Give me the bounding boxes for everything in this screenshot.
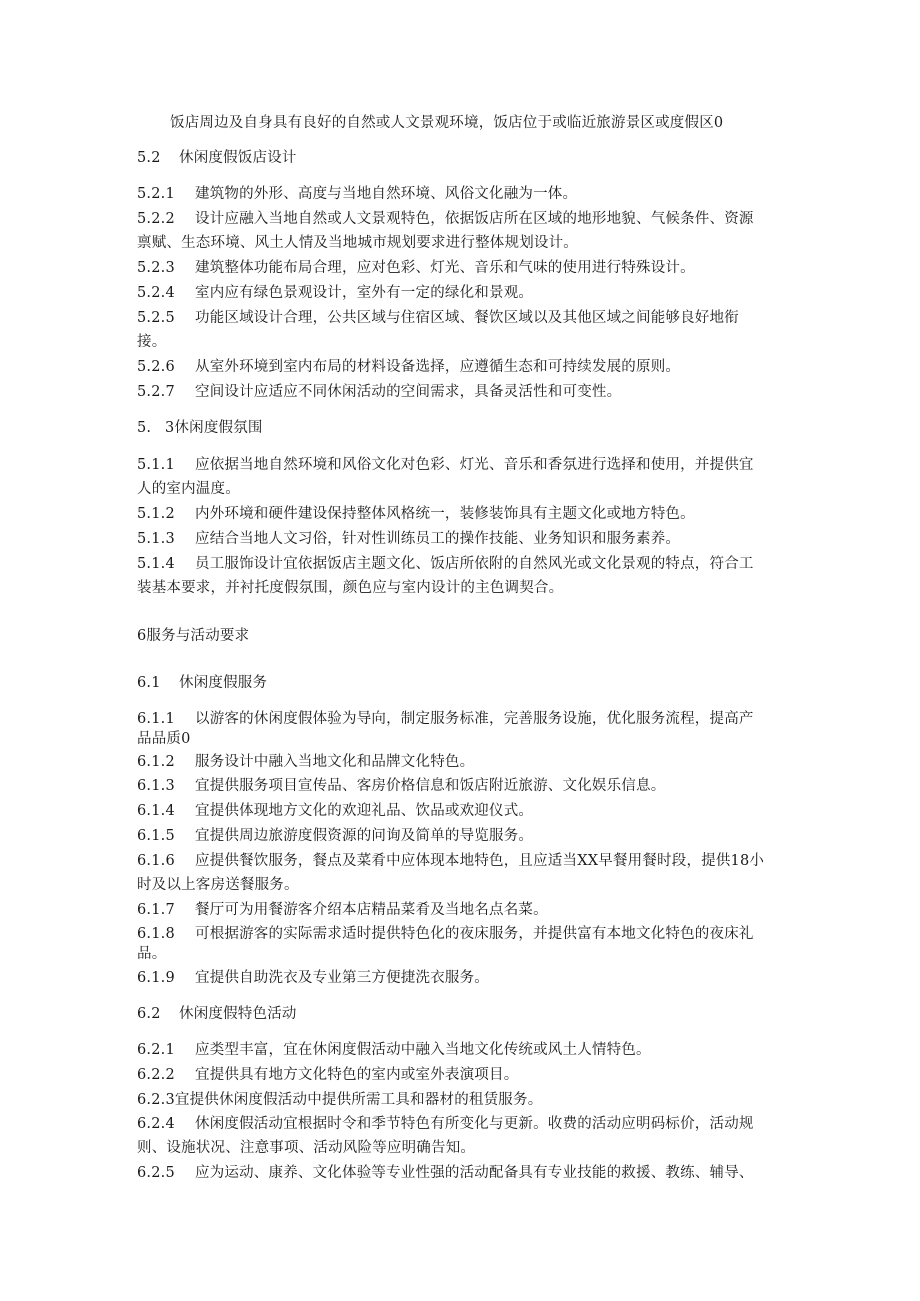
section-number: 6.1: [137, 675, 161, 691]
clause-number: 5.1.4: [137, 556, 175, 572]
clause-number: 5.2.2: [137, 211, 175, 227]
clause-6-2-5: [137, 1163, 787, 1183]
clause-number: 6.1.7: [137, 902, 175, 918]
section-heading-6-1: [137, 673, 787, 693]
clause-text: 服务设计中融入当地文化和品牌文化特色。: [195, 754, 475, 770]
clause-6-2-3: 6.2.3宜提供休闲度假活动中提供所需工具和器材的租赁服务。: [137, 1092, 543, 1108]
clause-continuation: 禀赋、生态环境、风土人情及当地城市规划要求进行整体规划设计。: [137, 235, 578, 251]
intro-paragraph: 饭店周边及自身具有良好的自然或人文景观环境，饭店位于或临近旅游景区或度假区0: [170, 115, 724, 131]
clause-continuation: 接。: [137, 334, 167, 350]
clause-6-2-1: [137, 1040, 787, 1060]
clause-number: 5.2.5: [137, 310, 175, 326]
clause-text: 设计应融入当地自然或人文景观特色，依据饭店所在区域的地形地貌、气候条件、资源: [195, 211, 754, 227]
clause-text: 应提供餐饮服务，餐点及菜肴中应体现本地特色，且应适当XX早餐用餐时段，提供18小: [195, 853, 765, 869]
clause-text: 以游客的休闲度假体验为导向，制定服务标准，完善服务设施，优化服务流程，提高产: [195, 711, 754, 727]
clause-6-1-1: [137, 709, 787, 729]
clause-number: 5.2.7: [137, 384, 175, 400]
section-number: 5.2: [137, 150, 161, 166]
clause-text: 建筑物的外形、高度与当地自然环境、风俗文化融为一体。: [195, 186, 578, 202]
clause-6-2-4: [137, 1114, 787, 1134]
clause-6-2-2: [137, 1065, 787, 1085]
clause-text: 休闲度假活动宜根据时令和季节特色有所变化与更新。收费的活动应明码标价，活动规: [195, 1116, 754, 1132]
clause-number: 5.1.2: [137, 506, 175, 522]
clause-number: 6.1.6: [137, 853, 175, 869]
clause-number: 6.1.4: [137, 803, 175, 819]
clause-5-2-1: [137, 184, 787, 204]
clause-text: 功能区域设计合理，公共区域与住宿区域、餐饮区域以及其他区域之间能够良好地衔: [195, 310, 739, 326]
clause-text: 可根据游客的实际需求适时提供特色化的夜床服务，并提供富有本地文化特色的夜床礼: [195, 926, 754, 942]
clause-number: 6.1.1: [137, 711, 175, 727]
clause-number: 5.2.4: [137, 285, 175, 301]
clause-5-1-1: [137, 455, 787, 475]
section-title: 3休闲度假氛围: [165, 420, 263, 436]
clause-continuation: 人的室内温度。: [137, 481, 240, 497]
clause-text: 宜提供具有地方文化特色的室内或室外表演项目。: [195, 1067, 519, 1083]
section-heading-5-3: [137, 418, 787, 438]
section-number: 5.: [137, 420, 152, 436]
clause-text: 应依据当地自然环境和风俗文化对色彩、灯光、音乐和香氛进行选择和使用，并提供宜: [195, 457, 754, 473]
clause-continuation: 时及以上客房送餐服务。: [137, 877, 299, 893]
clause-6-1-7: [137, 900, 787, 920]
clause-number: 5.1.3: [137, 531, 175, 547]
section-title: 休闲度假服务: [179, 675, 268, 691]
section-heading-6-2: [137, 1004, 787, 1024]
clause-text: 宜提供周边旅游度假资源的问询及简单的导览服务。: [195, 828, 534, 844]
clause-continuation: 品。: [137, 946, 167, 962]
clause-text: 员工服饰设计宜依据饭店主题文化、饭店所依附的自然风光或文化景观的特点，符合工: [195, 556, 754, 572]
section-heading-5-2: [137, 148, 787, 168]
clause-number: 6.2.4: [137, 1116, 175, 1132]
clause-text: 宜提供体现地方文化的欢迎礼品、饮品或欢迎仪式。: [195, 803, 534, 819]
clause-5-1-3: [137, 529, 787, 549]
clause-text: 宜提供自助洗衣及专业第三方便捷洗衣服务。: [195, 970, 489, 986]
clause-5-1-4: [137, 554, 787, 574]
chapter-title-6: 6服务与活动要求: [137, 628, 250, 644]
clause-5-2-5: [137, 308, 787, 328]
clause-6-1-4: [137, 801, 787, 821]
section-number: 6.2: [137, 1006, 161, 1022]
clause-text: 空间设计应适应不同休闲活动的空间需求，具备灵活性和可变性。: [195, 384, 622, 400]
clause-number: 6.1.9: [137, 970, 175, 986]
clause-continuation: 则、设施状况、注意事项、活动风险等应明确告知。: [137, 1140, 476, 1156]
clause-6-1-5: [137, 826, 787, 846]
clause-5-2-3: [137, 258, 787, 278]
clause-number: 6.1.3: [137, 778, 175, 794]
clause-5-1-2: [137, 504, 787, 524]
clause-number: 5.2.3: [137, 260, 175, 276]
clause-5-2-7: [137, 382, 787, 402]
clause-6-1-3: [137, 776, 787, 796]
section-title: 休闲度假特色活动: [179, 1006, 297, 1022]
clause-6-1-6: [137, 851, 787, 871]
clause-5-2-4: [137, 283, 787, 303]
clause-continuation: 装基本要求，并衬托度假氛围，颜色应与室内设计的主色调契合。: [137, 580, 564, 596]
clause-6-1-2: [137, 752, 787, 772]
clause-text: 餐厅可为用餐游客介绍本店精品菜肴及当地名点名菜。: [195, 902, 548, 918]
clause-number: 5.2.1: [137, 186, 175, 202]
clause-6-1-8: [137, 924, 787, 944]
clause-number: 6.1.8: [137, 926, 175, 942]
clause-text: 应类型丰富，宜在休闲度假活动中融入当地文化传统或风土人情特色。: [195, 1042, 651, 1058]
clause-continuation: 品品质0: [137, 731, 191, 747]
clause-5-2-2: [137, 209, 787, 229]
clause-number: 6.2.2: [137, 1067, 175, 1083]
clause-number: 6.1.2: [137, 754, 175, 770]
clause-6-1-9: [137, 968, 787, 988]
clause-5-2-6: [137, 357, 787, 377]
clause-text: 建筑整体功能布局合理，应对色彩、灯光、音乐和气味的使用进行特殊设计。: [195, 260, 695, 276]
clause-text: 应为运动、康养、文化体验等专业性强的活动配备具有专业技能的救援、教练、辅导、: [195, 1165, 754, 1181]
clause-text: 内外环境和硬件建设保持整体风格统一，装修装饰具有主题文化或地方特色。: [195, 506, 695, 522]
clause-text: 应结合当地人文习俗，针对性训练员工的操作技能、业务知识和服务素养。: [195, 531, 681, 547]
clause-number: 5.2.6: [137, 359, 175, 375]
clause-text: 从室外环境到室内布局的材料设备选择，应遵循生态和可持续发展的原则。: [195, 359, 681, 375]
clause-text: 室内应有绿色景观设计，室外有一定的绿化和景观。: [195, 285, 534, 301]
clause-text: 宜提供服务项目宣传品、客房价格信息和饭店附近旅游、文化娱乐信息。: [195, 778, 666, 794]
clause-number: 5.1.1: [137, 457, 175, 473]
clause-number: 6.2.1: [137, 1042, 175, 1058]
clause-number: 6.1.5: [137, 828, 175, 844]
section-title: 休闲度假饭店设计: [179, 150, 297, 166]
clause-number: 6.2.5: [137, 1165, 175, 1181]
